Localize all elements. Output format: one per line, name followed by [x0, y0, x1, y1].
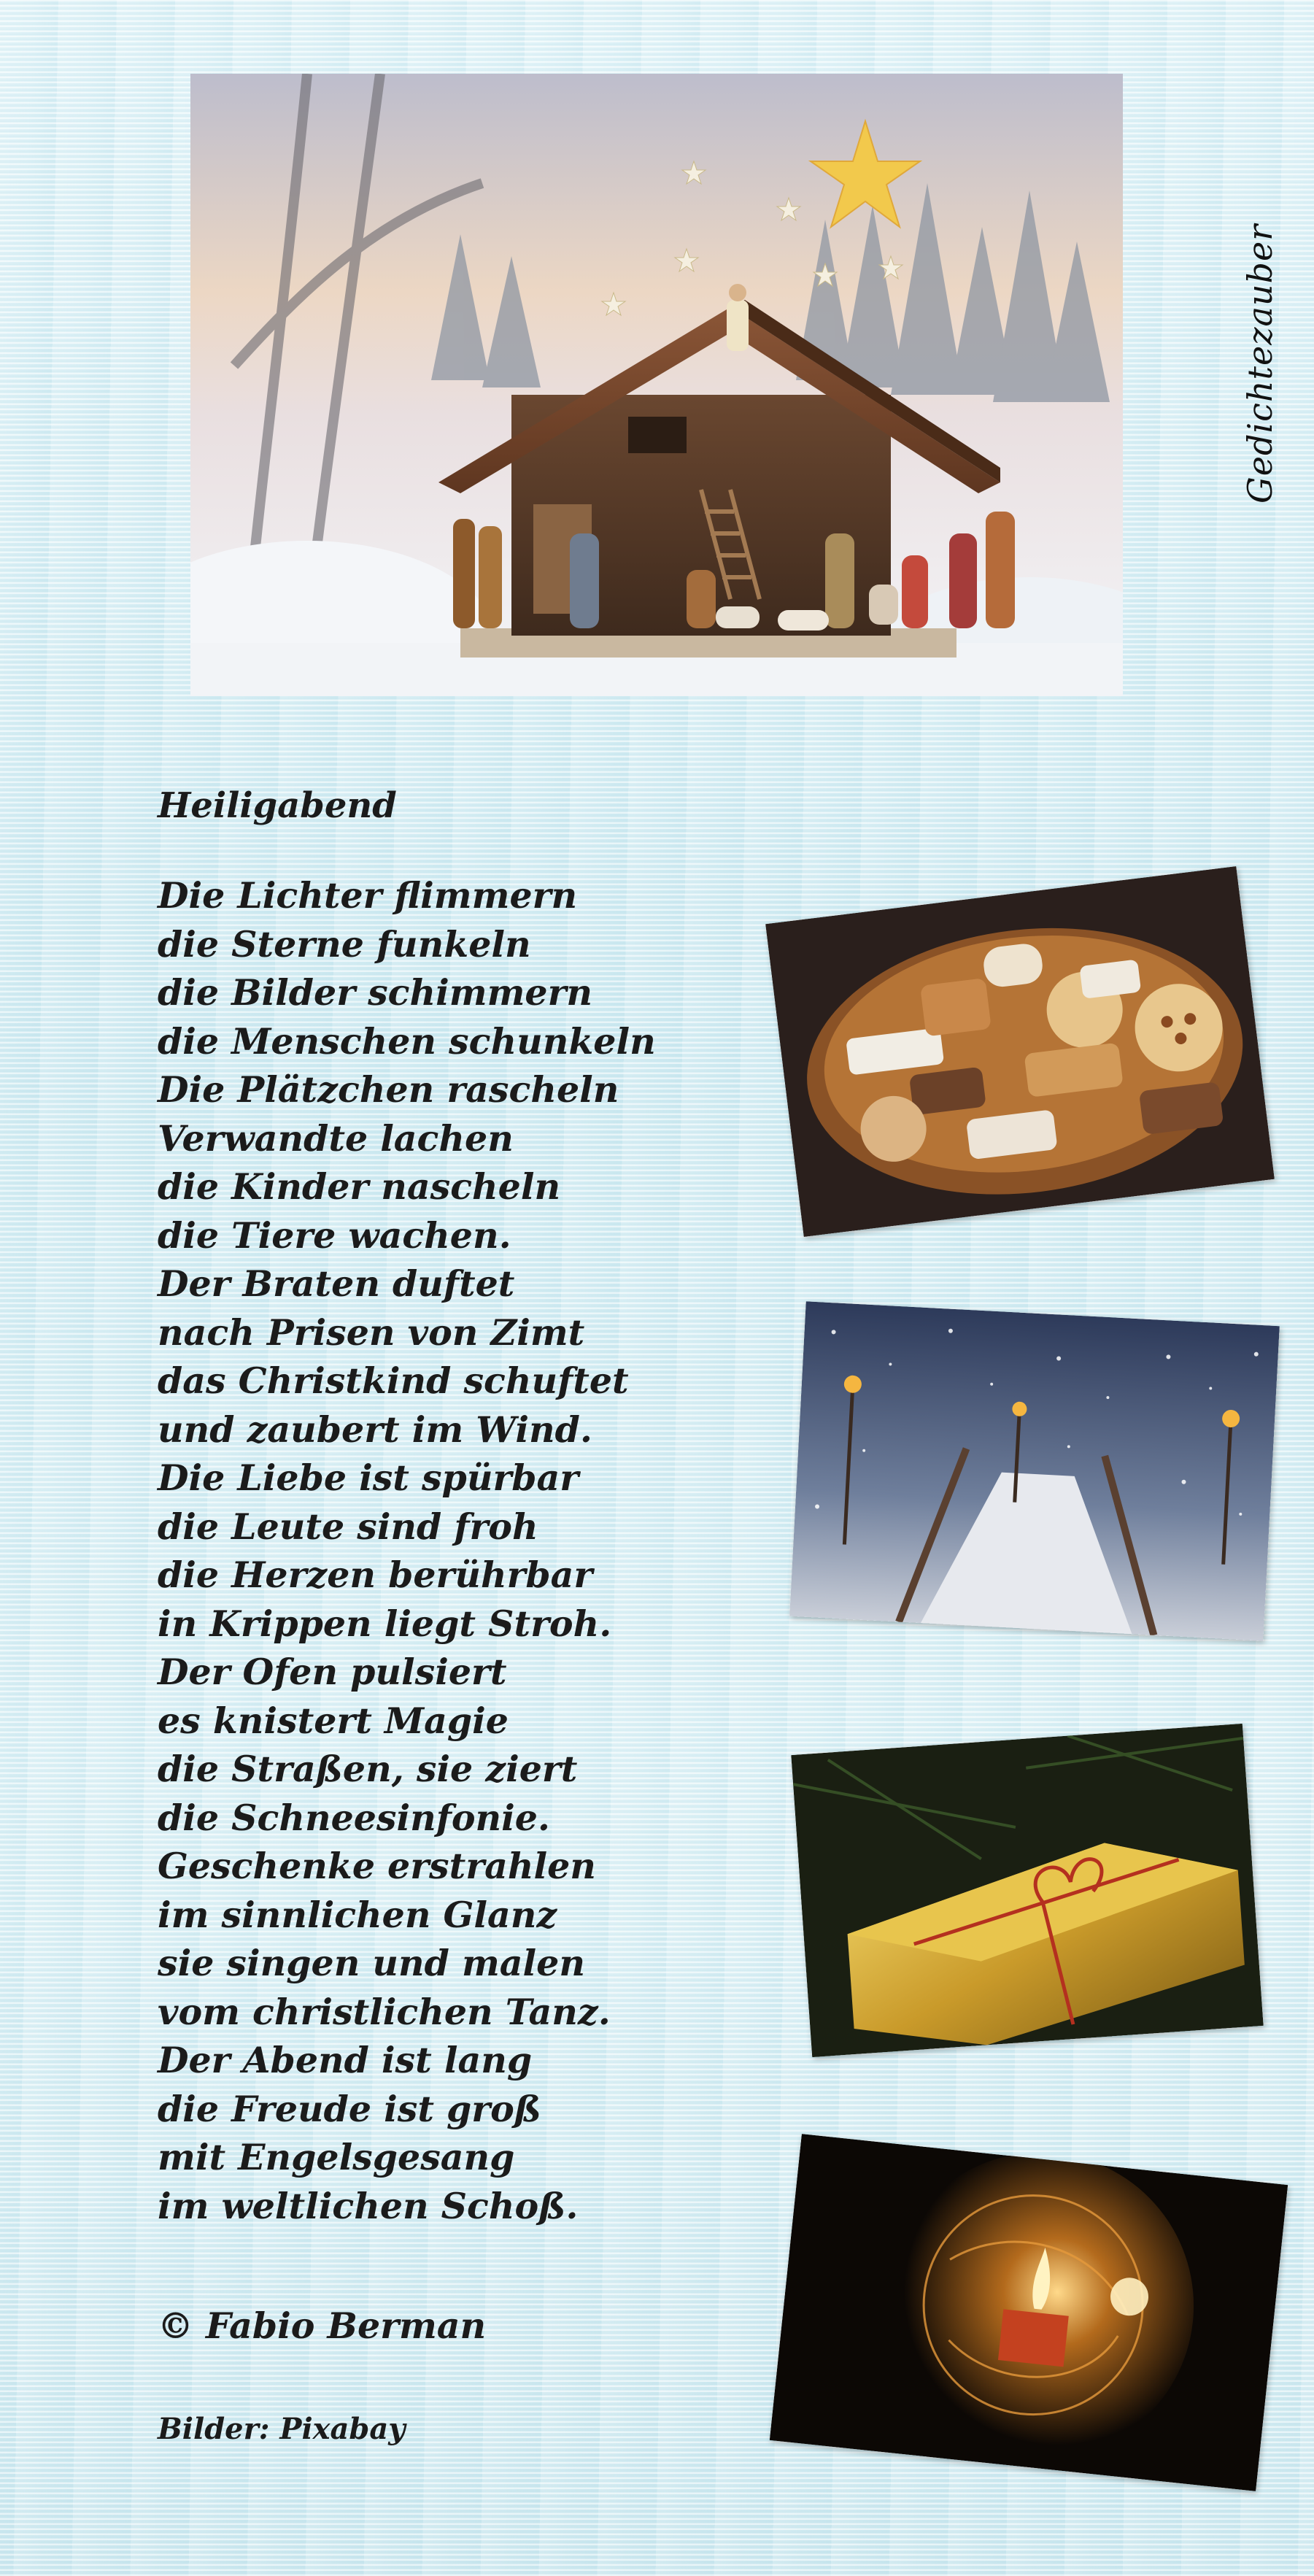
poem-line: die Tiere wachen.	[158, 1214, 511, 1257]
poem-line: sie singen und malen	[158, 1942, 585, 1984]
poem-line: Der Braten duftet	[158, 1262, 515, 1305]
poem-line: Verwandte lachen	[158, 1117, 514, 1160]
image-credits: Bilder: Pixabay	[158, 2412, 406, 2446]
candle-illustration	[770, 2134, 1288, 2491]
poem-line: im sinnlichen Glanz	[158, 1893, 557, 1936]
poem-line: die Kinder nascheln	[158, 1165, 561, 1208]
poem-line: mit Engelsgesang	[158, 2136, 515, 2178]
snowy-bridge-image	[789, 1301, 1280, 1640]
poem-line: das Christkind schuftet	[158, 1360, 629, 1402]
poem-line: in Krippen liegt Stroh.	[158, 1602, 612, 1645]
poem-line: Die Plätzchen rascheln	[158, 1068, 619, 1111]
cookies-plate-image	[765, 866, 1275, 1237]
copyright-notice: © Fabio Berman	[158, 2305, 487, 2347]
poem-line: und zaubert im Wind.	[158, 1408, 592, 1451]
poem-lines	[158, 871, 785, 2230]
poem-line: die Leute sind froh	[158, 1505, 538, 1548]
poem-line: Die Liebe ist spürbar	[158, 1457, 579, 1499]
candle-light-image	[770, 2134, 1288, 2491]
poem-line: Der Abend ist lang	[158, 2039, 533, 2081]
poem-title: Heiligabend	[158, 785, 397, 826]
poem	[158, 779, 785, 2230]
poem-line: die Straßen, sie ziert	[158, 1748, 578, 1790]
poem-line: die Sterne funkeln	[158, 922, 531, 965]
nativity-scene-image	[190, 74, 1123, 696]
poem-line: die Menschen schunkeln	[158, 1019, 656, 1063]
poem-line: vom christlichen Tanz.	[158, 1990, 611, 2033]
poem-line: nach Prisen von Zimt	[158, 1311, 585, 1354]
bridge-illustration	[789, 1301, 1280, 1640]
gold-gift-image	[791, 1724, 1263, 2057]
poem-line: die Herzen berührbar	[158, 1554, 593, 1596]
poem-line: es knistert Magie	[158, 1699, 509, 1742]
gift-illustration	[791, 1724, 1263, 2057]
poem-line: die Bilder schimmern	[158, 971, 593, 1014]
cookies-illustration	[765, 866, 1275, 1237]
poem-line: Die Lichter flimmern	[158, 874, 578, 917]
signature-text: Gedichtezauber	[1240, 223, 1280, 504]
poem-line: Geschenke erstrahlen	[158, 1845, 596, 1887]
poem-line: die Freude ist groß	[158, 2087, 542, 2130]
poem-line: die Schneesinfonie.	[158, 1796, 550, 1839]
poem-line: Der Ofen pulsiert	[158, 1651, 507, 1693]
nativity-scene-illustration	[190, 74, 1123, 696]
poem-line: im weltlichen Schoß.	[158, 2184, 579, 2227]
